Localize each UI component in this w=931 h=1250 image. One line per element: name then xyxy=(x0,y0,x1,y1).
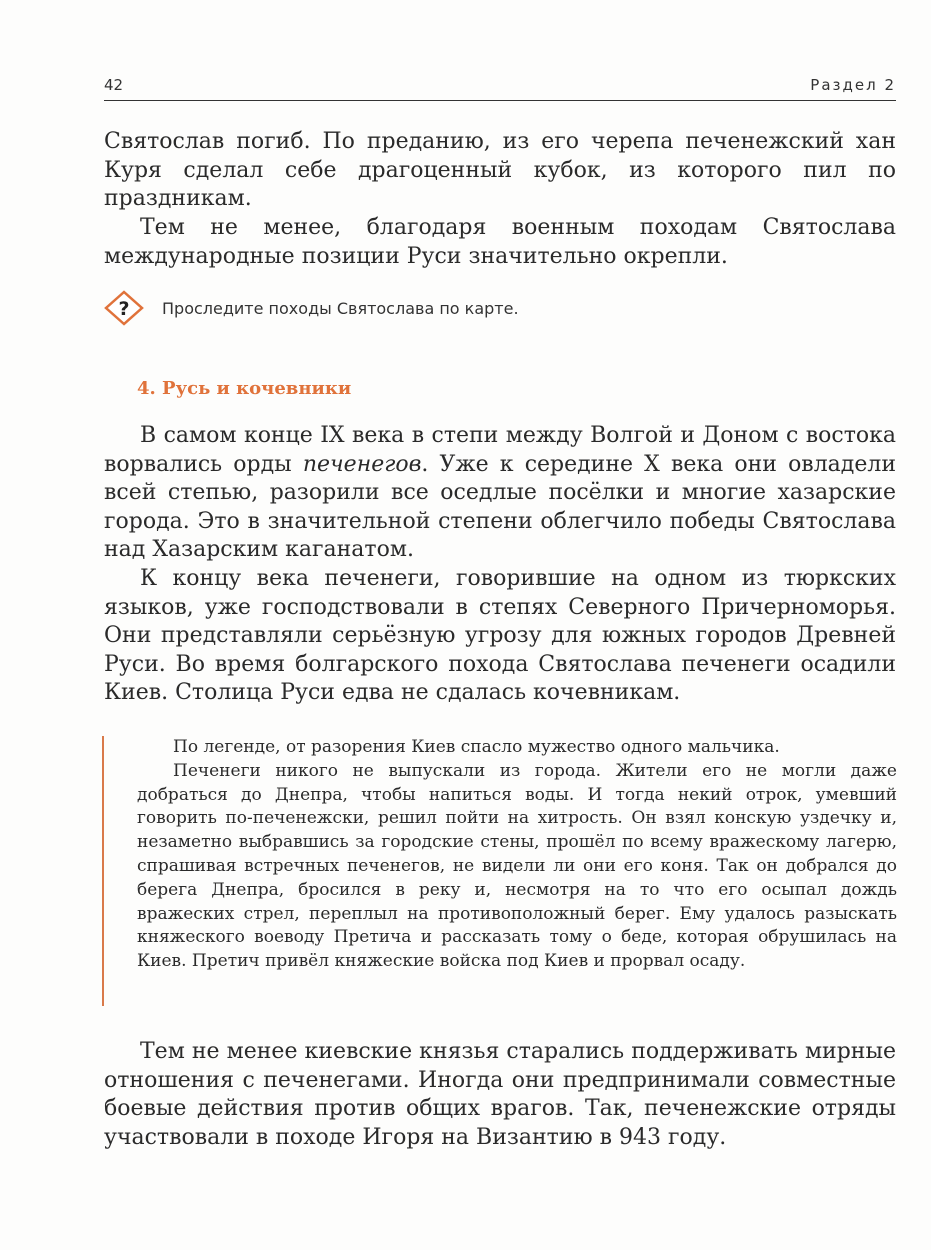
paragraph-pechenegs-arrival: В самом конце IX века в степи между Волгой и Доном с востока ворвались орды печенегов. Уже к середине X века они овладели всей степью, разорили все оседлые посёлки и многие хазарские города. Это в значительной степени облегчило победы Святослава над Хазарским каганатом. xyxy=(104,423,896,562)
legend-intro: По легенде, от разорения Киев спасло мужество одного мальчика. xyxy=(173,737,780,757)
question-text: Проследите походы Святослава по карте. xyxy=(162,298,519,318)
svg-text:?: ? xyxy=(118,298,130,320)
paragraph-international-positions: Тем не менее, благодаря военным походам Святослава международные позиции Руси значительно окрепли. xyxy=(104,215,896,269)
legend-quote-text xyxy=(137,736,897,974)
question-callout xyxy=(104,290,519,326)
legend-quote-box xyxy=(102,736,898,1006)
term-pechenegs: печенегов xyxy=(302,451,422,477)
section-label: Раздел 2 xyxy=(810,76,896,94)
page-number: 42 xyxy=(104,76,124,94)
question-diamond-icon xyxy=(104,290,144,326)
paragraph-pechenegs-dominance: К концу века печенеги, говорившие на одном из тюркских языков, уже господствовали в степях Северного Причерноморья. Они представляли серьёзную угрозу для южных городов Древней Руси. Во время болгарского похода Святослава печенеги осадили Киев. Столица Руси едва не сдалась кочевникам. xyxy=(104,566,896,705)
page-header xyxy=(104,74,896,101)
legend-body: Печенеги никого не выпускали из города. Жители его не могли даже добраться до Днепра, чтобы напиться воды. И тогда некий отрок, умевший говорить по-печенежски, решил пойти на хитрость. Он взял конскую уздечку и, незаметно выбравшись за городские стены, прошёл по всему вражескому лагерю, спрашивая встречных печенегов, не видели ли они его коня. Так он добрался до берега Днепра, бросился в реку и, несмотря на то что его осыпал дождь вражеских стрел, переплыл на противоположный берег. Ему удалось разыскать княжеского воеводу Претича и рассказать тому о беде, которая обрушилась на Киев. Претич привёл княжеские войска под Киев и прорвал осаду. xyxy=(137,760,897,972)
paragraph-peaceful-relations: Тем не менее киевские князья старались поддерживать мирные отношения с печенегами. Иногда они предпринимали совместные боевые действия против общих врагов. Так, печенежские отряды участвовали в походе Игоря на Византию в 943 году. xyxy=(104,1039,896,1150)
paragraph-svyatoslav-death: Святослав погиб. По преданию, из его черепа печенежский хан Куря сделал себе драгоценный кубок, из которого пил по праздникам. xyxy=(104,129,896,211)
section-heading: 4. Русь и кочевники xyxy=(137,378,352,399)
